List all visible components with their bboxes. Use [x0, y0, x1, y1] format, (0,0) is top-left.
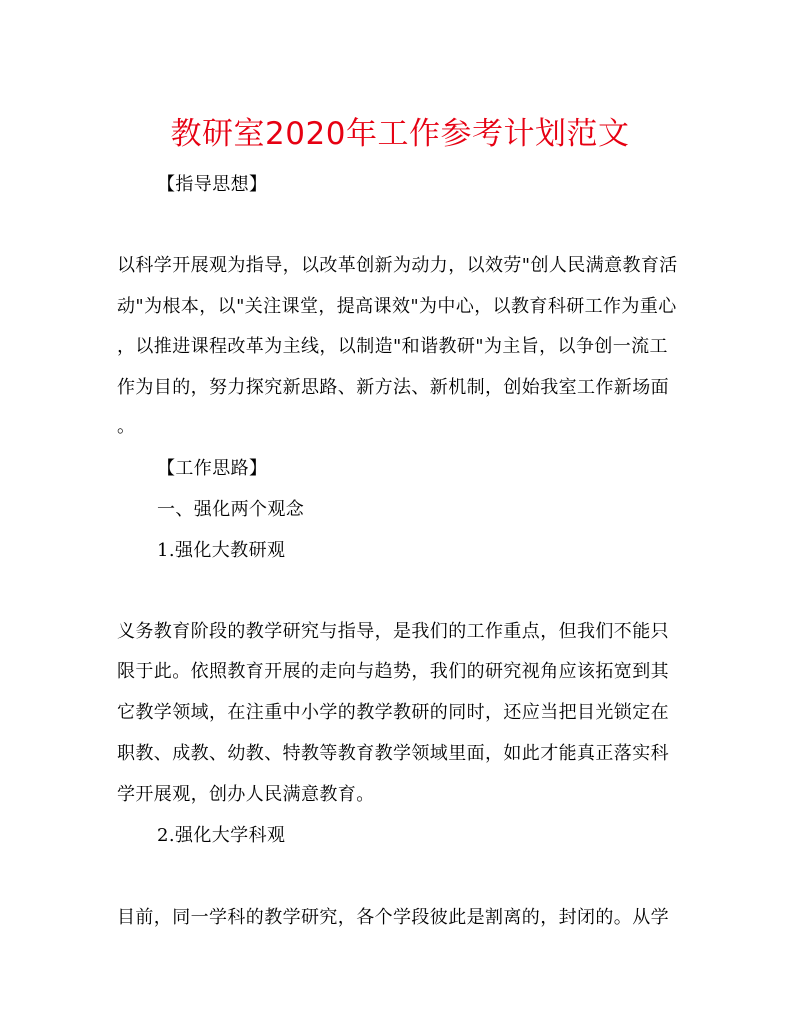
- subheading-two-concepts: 一、强化两个观念: [157, 499, 305, 520]
- body-line: ，以推进课程改革为主线，以制造"和谐教研"为主旨，以争创一流工: [117, 336, 668, 357]
- body-line: 动"为根本，以"关注课堂，提高课效"为中心，以教育科研工作为重心: [117, 296, 677, 317]
- body-line: 职教、成教、幼教、特教等教育教学领域里面，如此才能真正落实科: [117, 743, 669, 764]
- body-line: 目前，同一学科的教学研究，各个学段彼此是割离的，封闭的。从学: [117, 907, 669, 928]
- body-line: 它教学领域，在注重中小学的教学教研的同时，还应当把目光锁定在: [117, 702, 669, 723]
- section-heading-guiding-ideology: 【指导思想】: [157, 174, 268, 195]
- body-line: 义务教育阶段的教学研究与指导，是我们的工作重点，但我们不能只: [117, 621, 669, 642]
- body-line: 学开展观，创办人民满意教育。: [117, 784, 375, 805]
- document-title: 教研室2020年工作参考计划范文: [170, 116, 630, 152]
- body-line: 作为目的，努力探究新思路、新方法、新机制，创始我室工作新场面: [117, 377, 669, 398]
- body-line: 以科学开展观为指导，以改革创新为动力，以效劳"创人民满意教育活: [117, 255, 678, 276]
- subheading-item-2: 2.强化大学科观: [157, 825, 286, 846]
- body-line: 。: [117, 416, 136, 437]
- body-line: 限于此。依照教育开展的走向与趋势，我们的研究视角应该拓宽到其: [117, 661, 669, 682]
- subheading-item-1: 1.强化大教研观: [157, 540, 286, 561]
- section-heading-work-approach: 【工作思路】: [157, 458, 268, 479]
